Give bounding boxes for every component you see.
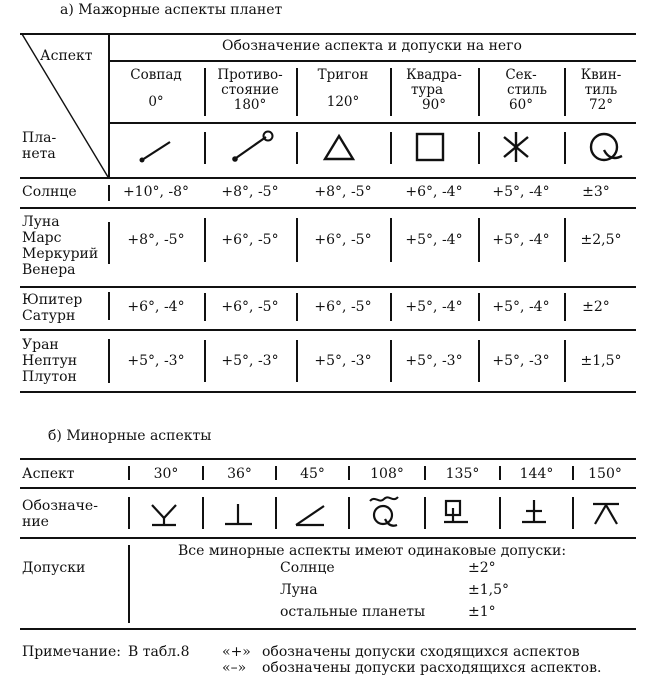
- aspect-name-sextile-1: Сек-: [505, 67, 537, 83]
- aspect-degree-opposition: 180°: [233, 97, 267, 113]
- aspect-degree-square: 90°: [422, 97, 446, 113]
- value-cell: +6°, -5°: [221, 232, 279, 248]
- value-cell: +5°, -4°: [492, 232, 550, 248]
- value-cell: +5°, -4°: [492, 299, 550, 315]
- tolerance-planet: Луна: [280, 582, 318, 598]
- note-label: Примечание:: [22, 644, 121, 660]
- value-cell: +6°, -4°: [405, 184, 463, 200]
- minor-degree: 36°: [227, 466, 252, 482]
- planet-saturn: Сатурн: [22, 308, 76, 324]
- square-icon: [412, 130, 452, 166]
- tredecile-icon: [364, 492, 404, 532]
- sextile-icon: [498, 128, 538, 166]
- note-line-1: обозначены допуски сходящихся аспектов: [262, 644, 580, 660]
- minor-degree: 144°: [519, 466, 554, 482]
- value-cell: +5°, -3°: [314, 353, 372, 369]
- minor-symbol-label-1: Обозначе-: [22, 498, 98, 514]
- planet-pluto: Плутон: [22, 369, 77, 385]
- aspect-degree-trine: 120°: [326, 94, 360, 110]
- conjunction-icon: [132, 132, 180, 168]
- aspect-name-sextile-2: стиль: [507, 82, 547, 98]
- value-cell: +5°, -3°: [492, 353, 550, 369]
- tolerance-value: ±1,5°: [468, 582, 509, 598]
- note-line-2: обозначены допуски расходящихся аспектов.: [262, 660, 602, 676]
- planet-mars: Марс: [22, 230, 62, 246]
- aspect-name-square-2: тура: [410, 82, 444, 98]
- value-cell: +5°, -3°: [405, 353, 463, 369]
- value-cell: +8°, -5°: [221, 184, 279, 200]
- value-cell: +6°, -4°: [127, 299, 185, 315]
- aspect-name-opposition-1: Противо-: [217, 67, 283, 83]
- value-cell: +8°, -5°: [314, 184, 372, 200]
- value-cell: +6°, -5°: [314, 299, 372, 315]
- planet-jupiter: Юпитер: [22, 292, 83, 308]
- planet-uranus: Уран: [22, 337, 59, 353]
- corner-planet-label-2: нета: [22, 146, 56, 162]
- value-cell: +5°, -4°: [405, 299, 463, 315]
- opposition-icon: [226, 128, 278, 166]
- minor-aspect-label: Аспект: [22, 466, 75, 482]
- aspect-name-conjunction: Совпад: [130, 67, 182, 83]
- tolerance-intro: Все минорные аспекты имеют одинаковые допуски:: [178, 543, 567, 559]
- planet-moon: Луна: [22, 214, 60, 230]
- aspect-name-square-1: Квадра-: [406, 67, 462, 83]
- value-cell: +5°, -4°: [492, 184, 550, 200]
- value-cell: ±2°: [582, 299, 610, 315]
- value-cell: +10°, -8°: [122, 184, 190, 200]
- note-ref: В табл.8: [128, 644, 190, 660]
- aspect-name-quintile-1: Квин-: [580, 67, 622, 83]
- value-cell: +5°, -4°: [405, 232, 463, 248]
- minor-degree: 108°: [370, 466, 404, 482]
- planet-venus: Венера: [22, 262, 76, 278]
- biquintile-icon: [516, 496, 552, 530]
- corner-planet-label-1: Пла-: [22, 130, 57, 146]
- note-plus-sign: «+»: [222, 644, 251, 660]
- aspect-name-quintile-2: тиль: [584, 82, 618, 98]
- tolerance-value: ±2°: [468, 560, 496, 576]
- minor-degree: 30°: [153, 466, 179, 482]
- value-cell: +5°, -3°: [127, 353, 185, 369]
- aspect-name-trine: Тригон: [317, 67, 369, 83]
- aspect-name-opposition-2: стояние: [221, 82, 279, 98]
- value-cell: ±2,5°: [580, 232, 622, 248]
- corner-aspect-label: Аспект: [40, 48, 93, 64]
- value-cell: +5°, -3°: [221, 353, 279, 369]
- aspect-degree-conjunction: 0°: [148, 94, 164, 110]
- minor-degree: 150°: [588, 466, 622, 482]
- sesquiquadrate-icon: [440, 496, 476, 530]
- quincunx-icon: [588, 498, 624, 530]
- minor-degree: 45°: [300, 466, 325, 482]
- aspect-degree-quintile: 72°: [589, 97, 613, 113]
- minor-title: б) Минорные аспекты: [48, 428, 212, 444]
- value-cell: +6°, -5°: [221, 299, 279, 315]
- major-title: а) Мажорные аспекты планет: [60, 2, 283, 18]
- trine-icon: [320, 132, 360, 164]
- minor-tolerance-label: Допуски: [22, 560, 86, 576]
- value-cell: +8°, -5°: [127, 232, 185, 248]
- minor-symbol-label-2: ние: [22, 514, 49, 530]
- minor-degree: 135°: [445, 466, 480, 482]
- tolerance-planet: остальные планеты: [280, 604, 426, 620]
- semisquare-icon: [290, 498, 330, 530]
- value-cell: +6°, -5°: [314, 232, 372, 248]
- value-cell: ±3°: [582, 184, 610, 200]
- planet-sun: Солнце: [22, 184, 77, 200]
- decile-icon: [220, 498, 256, 530]
- aspect-degree-sextile: 60°: [509, 97, 533, 113]
- quintile-icon: [584, 128, 632, 168]
- semisextile-icon: [146, 498, 182, 530]
- note-minus-sign: «–»: [222, 660, 247, 676]
- tolerance-planet: Солнце: [280, 560, 335, 576]
- tolerance-value: ±1°: [468, 604, 496, 620]
- planet-mercury: Меркурий: [22, 246, 99, 262]
- planet-neptune: Нептун: [22, 353, 78, 369]
- value-cell: ±1,5°: [580, 353, 622, 369]
- group-header: Обозначение аспекта и допуски на него: [222, 38, 522, 54]
